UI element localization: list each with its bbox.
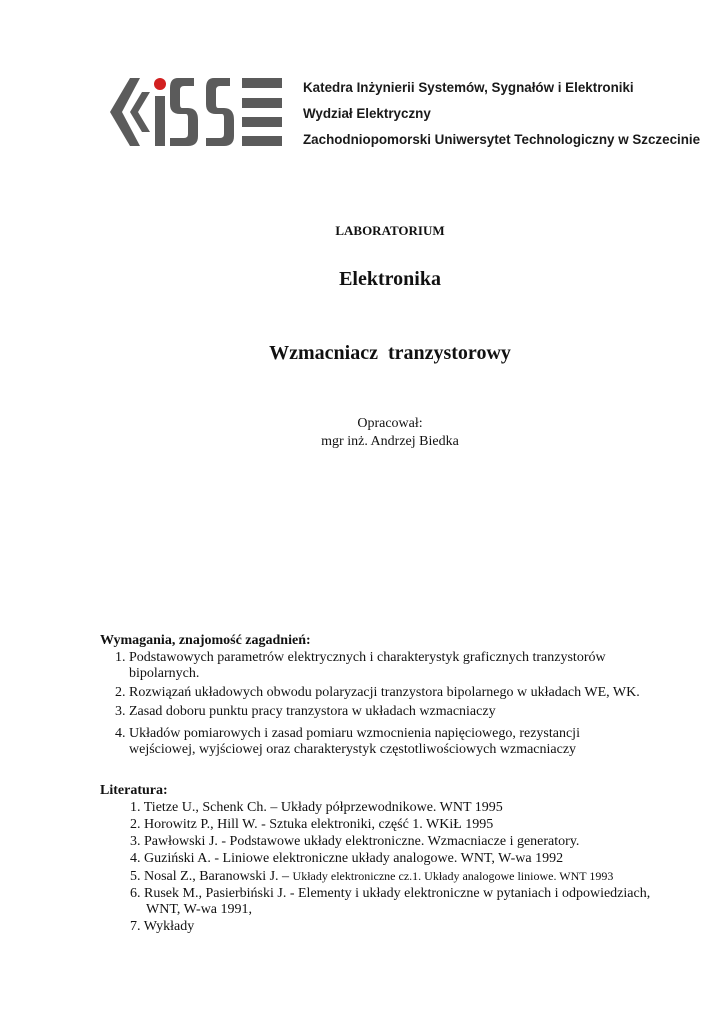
item-number: 1. <box>115 650 126 665</box>
university-name: Zachodniopomorski Uniwersytet Technologiczny w Szczecinie <box>303 132 701 147</box>
item-text: Rozwiązań układowych obwodu polaryzacji tranzystora bipolarnego w układach WE, WK. <box>129 685 640 700</box>
subject-title: Elektronika <box>339 268 441 290</box>
logo-s2 <box>206 78 234 146</box>
lab-label: LABORATORIUM <box>335 223 445 238</box>
item-text: Tietze U., Schenk Ch. – Układy półprzewodnikowe. WNT 1995 <box>143 800 503 815</box>
item-number: 3. <box>115 704 126 719</box>
requirements-list <box>100 650 690 758</box>
item-text: Guziński A. - Liniowe elektroniczne układy analogowe. WNT, W-wa 1992 <box>144 851 564 866</box>
list-item <box>100 868 700 885</box>
logo-e-bar3 <box>242 117 282 127</box>
author-name: mgr inż. Andrzej Biedka <box>321 434 459 449</box>
list-item <box>100 685 690 701</box>
literature-heading: Literatura: <box>100 783 168 798</box>
faculty-name: Wydział Elektryczny <box>303 106 431 121</box>
logo-i-stem <box>155 96 165 146</box>
department-name: Katedra Inżynierii Systemów, Sygnałów i Elektroniki <box>303 80 634 95</box>
logo-e-bar1 <box>242 78 282 88</box>
list-item <box>100 919 700 935</box>
item-number: 1. <box>130 800 141 815</box>
item-number: 3. <box>130 834 141 849</box>
item-text: Układów pomiarowych i zasad pomiaru wzmocnienia napięciowego, rezystancji <box>129 726 580 741</box>
list-item <box>100 851 700 867</box>
item-text: Nosal Z., Baranowski J. – <box>144 869 293 884</box>
item-text: Zasad doboru punktu pracy tranzystora w układach wzmacniaczy <box>129 704 496 719</box>
list-item <box>100 800 700 816</box>
item-number: 4. <box>130 851 141 866</box>
department-info <box>303 75 700 153</box>
item-text: Rusek M., Pasierbiński J. - Elementy i układy elektroniczne w pytaniach i odpowiedziach, <box>144 886 651 901</box>
item-text: Horowitz P., Hill W. - Sztuka elektroniki, część 1. WKiŁ 1995 <box>144 817 494 832</box>
list-item <box>100 726 690 758</box>
literature-list <box>100 800 700 935</box>
logo-e-bar4 <box>242 136 282 146</box>
document-title: Wzmacniacz tranzystorowy <box>269 342 511 364</box>
requirements-section <box>100 633 690 761</box>
item-continuation: bipolarnych. <box>129 666 200 681</box>
item-number: 4. <box>115 726 126 741</box>
item-number: 6. <box>130 886 141 901</box>
logo-s1 <box>170 78 198 146</box>
item-text-small: Układy elektroniczne cz.1. Układy analogowe liniowe. WNT 1993 <box>292 869 614 883</box>
list-item <box>100 886 700 918</box>
requirements-heading: Wymagania, znajomość zagadnień: <box>100 633 311 648</box>
list-item <box>100 650 690 682</box>
item-continuation: WNT, W-wa 1991, <box>146 902 253 917</box>
logo-i-dot <box>154 78 166 90</box>
literature-section <box>100 783 700 936</box>
item-continuation: wejściowej, wyjściowej oraz charakterystyk częstotliwościowych wzmacniaczy <box>129 742 577 757</box>
item-number: 5. <box>130 869 141 884</box>
kisse-logo <box>108 74 284 150</box>
item-number: 2. <box>130 817 141 832</box>
item-text: Wykłady <box>143 919 195 934</box>
item-text: Podstawowych parametrów elektrycznych i charakterystyk graficznych tranzystorów <box>129 650 606 665</box>
item-number: 2. <box>115 685 126 700</box>
list-item <box>100 834 700 850</box>
list-item <box>100 817 700 833</box>
logo-k-inner <box>130 92 150 132</box>
item-number: 7. <box>130 919 141 934</box>
item-text: Pawłowski J. - Podstawowe układy elektroniczne. Wzmacniacze i generatory. <box>144 834 580 849</box>
author-label: Opracował: <box>357 416 423 431</box>
header <box>108 72 701 152</box>
list-item <box>100 704 690 720</box>
logo-e-bar2 <box>242 98 282 108</box>
